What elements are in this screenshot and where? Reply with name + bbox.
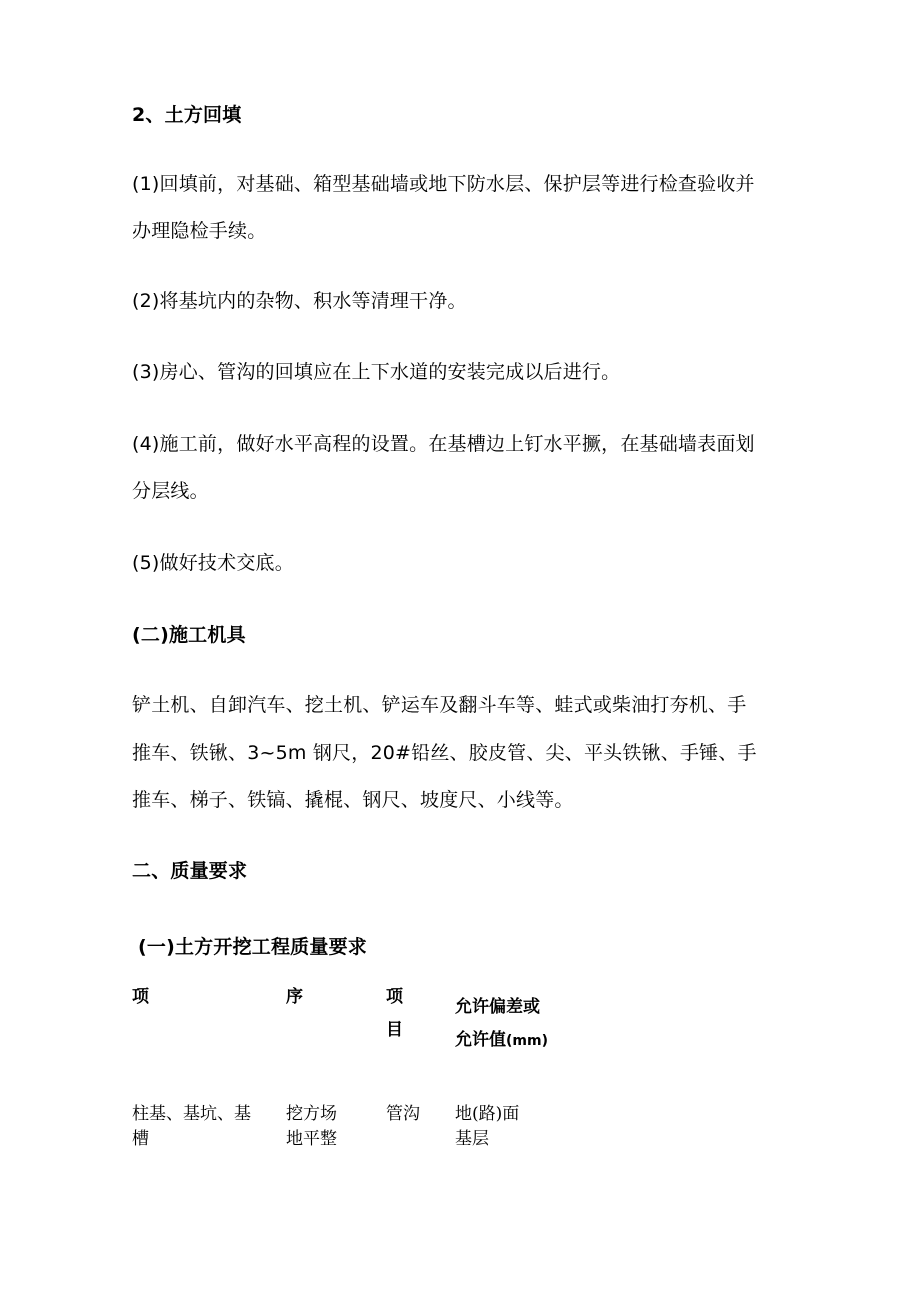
row-cell-road-base-line-1: 地(路)面 bbox=[455, 1104, 520, 1124]
backfill-item-1-line-1: (1)回填前，对基础、箱型基础墙或地下防水层、保护层等进行检查验收并 bbox=[132, 173, 755, 195]
header-cell-item: 项 bbox=[132, 987, 149, 1007]
section-heading-quality: 二、质量要求 bbox=[132, 860, 248, 882]
machinery-line-1: 铲土机、自卸汽车、挖土机、铲运车及翻斗车等、蛙式或柴油打夯机、手 bbox=[132, 694, 747, 716]
backfill-item-4-line-2: 分层线。 bbox=[132, 480, 209, 502]
backfill-item-2: (2)将基坑内的杂物、积水等清理干净。 bbox=[132, 290, 467, 312]
section-heading-earth-backfill: 2、土方回填 bbox=[132, 104, 242, 126]
row-cell-road-base-line-2: 基层 bbox=[455, 1129, 489, 1149]
row-cell-site-leveling-line-2: 地平整 bbox=[286, 1129, 337, 1149]
row-cell-foundation-line-2: 槽 bbox=[132, 1129, 149, 1149]
backfill-item-5: (5)做好技术交底。 bbox=[132, 552, 294, 574]
backfill-item-1-line-2: 办理隐检手续。 bbox=[132, 220, 267, 242]
backfill-item-4-line-1: (4)施工前，做好水平高程的设置。在基槽边上钉水平撅，在基础墙表面划 bbox=[132, 433, 755, 455]
row-cell-foundation-line-1: 柱基、基坑、基 bbox=[132, 1104, 251, 1124]
row-cell-pipe-trench: 管沟 bbox=[386, 1104, 420, 1124]
section-heading-machinery: (二)施工机具 bbox=[132, 624, 246, 646]
header-cell-project-line-1: 项 bbox=[386, 987, 403, 1007]
subheading-excavation-quality: (一)土方开挖工程质量要求 bbox=[138, 936, 367, 958]
backfill-item-3: (3)房心、管沟的回填应在上下水道的安装完成以后进行。 bbox=[132, 361, 621, 383]
machinery-line-2: 推车、铁锹、3~5m 钢尺，20#铅丝、胶皮管、尖、平头铁锹、手锤、手 bbox=[132, 742, 757, 764]
header-cell-tolerance-line-2 bbox=[455, 1028, 548, 1053]
header-cell-tolerance-unit: (mm) bbox=[506, 1033, 548, 1049]
header-cell-project-line-2: 目 bbox=[386, 1020, 403, 1040]
machinery-line-3: 推车、梯子、铁镐、撬棍、钢尺、坡度尺、小线等。 bbox=[132, 789, 574, 811]
row-cell-site-leveling-line-1: 挖方场 bbox=[286, 1104, 337, 1124]
header-cell-sequence: 序 bbox=[286, 987, 303, 1007]
header-cell-tolerance-text: 允许值 bbox=[455, 1030, 506, 1050]
header-cell-tolerance-line-1: 允许偏差或 bbox=[455, 997, 540, 1017]
